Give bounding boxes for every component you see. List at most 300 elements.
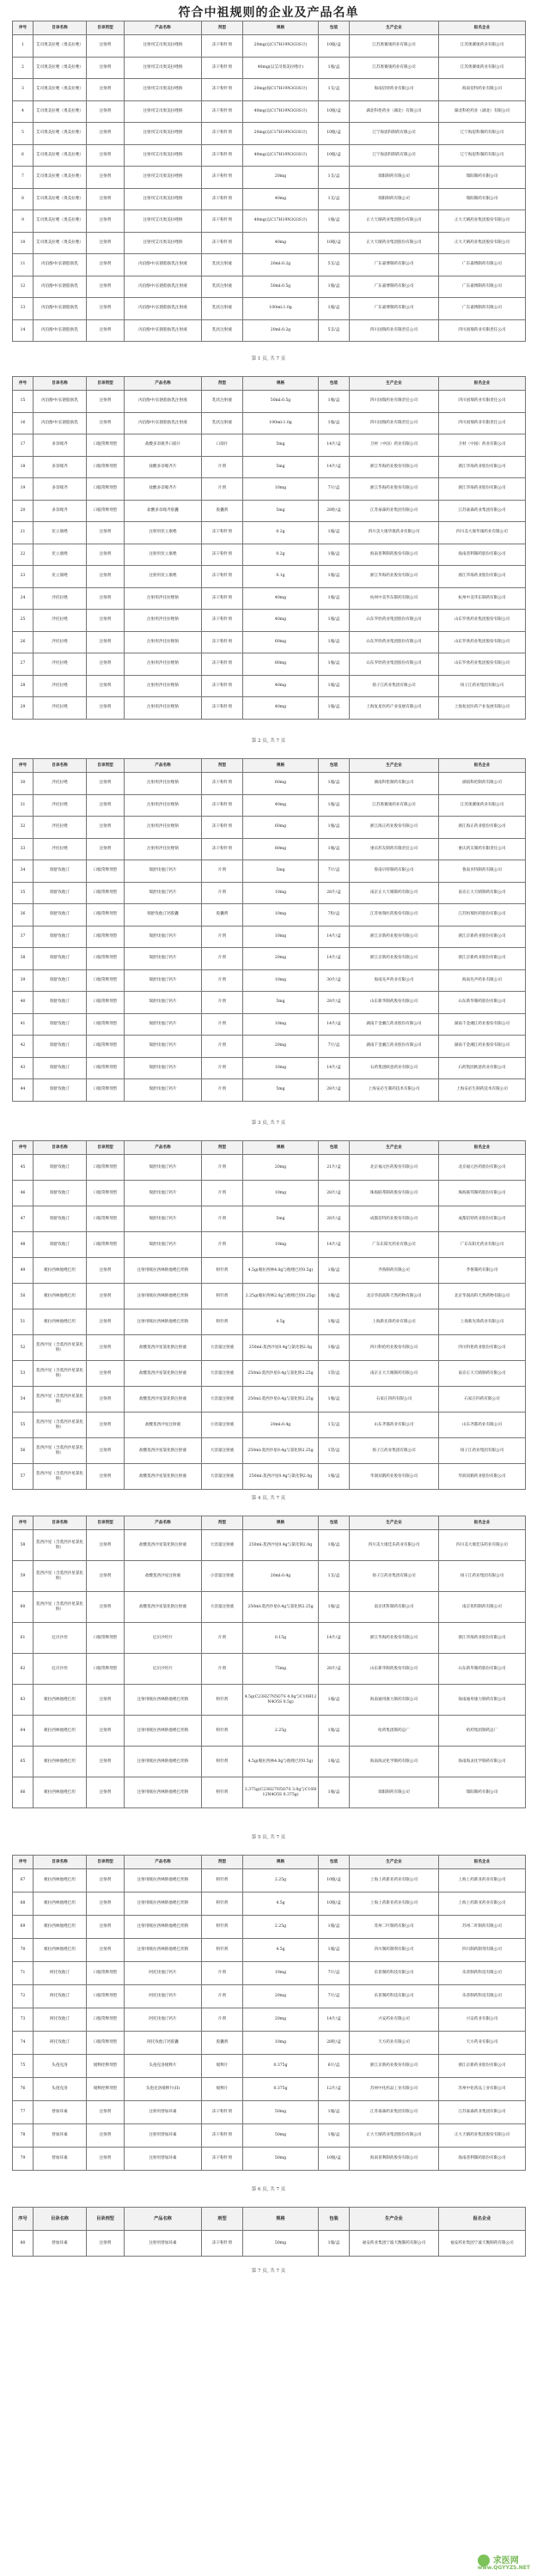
page-sheet: [12, 2207, 525, 2257]
column-header: 包装: [319, 759, 350, 773]
table-cell: 59: [13, 1561, 34, 1592]
table-cell: 注射剂: [87, 1361, 125, 1387]
table-cell: 注射用泮托拉唑钠: [125, 587, 202, 610]
table-cell: 冻干粉针剂: [202, 522, 243, 544]
column-header: 目录剂型: [87, 21, 125, 35]
table-cell: 注射用泮托拉唑钠: [125, 610, 202, 632]
table-cell: 冻干粉针剂: [202, 773, 243, 795]
table-row: [13, 2032, 526, 2055]
table-cell: 冻干粉针剂: [202, 79, 243, 101]
page-sheet: [12, 376, 525, 720]
table-cell: 52: [13, 1335, 34, 1361]
table-cell: 5支/盒: [319, 319, 350, 342]
table-cell: 注射剂: [87, 544, 125, 566]
table-cell: 3: [13, 79, 34, 101]
table-row: [13, 992, 526, 1014]
table-row: [13, 298, 526, 320]
table-cell: 14片/盒: [319, 948, 350, 970]
table-cell: 77: [13, 2101, 34, 2124]
table-cell: 泮托拉唑: [34, 794, 87, 817]
table-cell: 扬子江药业集团有限公司: [350, 675, 439, 697]
table-cell: 丙泊酚中/长链脂肪乳注射液: [125, 319, 202, 342]
table-cell: 瑞阳制药有限公司: [439, 167, 526, 189]
table-cell: 四川制药制剂有限公司: [350, 1939, 439, 1962]
table-cell: 粉针剂: [202, 1747, 243, 1777]
table-cell: 40mg: [243, 188, 319, 210]
table-cell: 10mg: [243, 2032, 319, 2055]
table-cell: 40mg: [243, 587, 319, 610]
table-cell: 瑞舒伐他汀钙片: [125, 1181, 202, 1206]
table-cell: 冻干粉针剂: [202, 144, 243, 167]
table-cell: 14片/盒: [319, 434, 350, 457]
table-cell: 1瓶/盒: [319, 1387, 350, 1413]
table-cell: 口服常释剂型: [87, 882, 125, 904]
table-cell: 冻干粉针剂: [202, 35, 243, 58]
table-cell: 1袋/盒: [319, 1361, 350, 1387]
table-cell: 丙泊酚中/长链脂肪乳: [34, 276, 87, 298]
table-cell: 瑞舒伐他汀: [34, 926, 87, 948]
column-header: 规格: [243, 377, 319, 391]
table-row: [13, 860, 526, 883]
table-cell: 17: [13, 434, 34, 457]
table-cell: 51: [13, 1309, 34, 1335]
table-cell: 注射剂: [87, 100, 125, 123]
table-cell: 泮托拉唑: [34, 817, 87, 839]
table-cell: 注射剂: [87, 319, 125, 342]
table-cell: 注射用泮托拉唑钠: [125, 697, 202, 720]
table-cell: 10瓶/盒: [319, 100, 350, 123]
table-cell: 哈药集团制药总厂: [350, 1716, 439, 1747]
table-cell: 多奈哌齐: [34, 434, 87, 457]
table-cell: 注射剂: [87, 412, 125, 434]
column-header: 序号: [13, 759, 34, 773]
table-cell: 冻干粉针剂: [202, 2148, 243, 2171]
table-cell: 1瓶/盒: [319, 1335, 350, 1361]
table-row: [13, 1592, 526, 1623]
table-cell: 1瓶/盒: [319, 773, 350, 795]
column-header: 规格: [243, 21, 319, 35]
table-cell: 大容量注射液: [202, 1464, 243, 1490]
table-cell: 1瓶/盒: [319, 1916, 350, 1939]
column-header: 剂型: [202, 1141, 243, 1155]
table-cell: 瑞舒伐他汀: [34, 1036, 87, 1058]
column-header: 序号: [13, 1141, 34, 1155]
table-cell: 注射用哌拉西林钠他唑巴坦钠: [125, 1916, 202, 1939]
table-cell: 苏州中化药品工业有限公司: [350, 2078, 439, 2101]
table-cell: 40mg(以C17H19N3O3S计): [243, 210, 319, 233]
table-cell: 100ml:1.0g: [243, 412, 319, 434]
table-cell: 2.25g: [243, 1716, 319, 1747]
table-cell: 注射用哌拉西林钠他唑巴坦钠: [125, 1939, 202, 1962]
table-cell: 注射剂: [87, 210, 125, 233]
table-cell: 口服常释剂型: [87, 926, 125, 948]
table-cell: 胶囊剂: [202, 904, 243, 927]
table-cell: 江苏奥赛康药业有限公司: [350, 35, 439, 58]
table-cell: 头孢克洛缓释片(II): [125, 2078, 202, 2101]
table-cell: 10mg: [243, 1013, 319, 1036]
table-cell: 海南倍特药业有限公司: [439, 79, 526, 101]
table-row: [13, 79, 526, 101]
table-cell: 31: [13, 794, 34, 817]
table-cell: 哌拉西林他唑巴坦: [34, 1716, 87, 1747]
table-cell: 28: [13, 675, 34, 697]
table-cell: 粉针剂: [202, 1777, 243, 1808]
table-cell: 片剂: [202, 1013, 243, 1036]
table-cell: 厄贝沙坦片: [125, 1654, 202, 1685]
column-header: 剂型: [202, 759, 243, 773]
table-cell: 40mg: [243, 675, 319, 697]
table-cell: 福安药业集团宁波天衡制药有限公司: [350, 2231, 439, 2257]
table-cell: 四川美大康佳乐药业有限公司: [350, 1530, 439, 1561]
table-row: [13, 1036, 526, 1058]
table-cell: 口服常释剂型: [87, 948, 125, 970]
table-cell: 4.5g(哌拉西林4.0g与他唑巴坦0.5g): [243, 1258, 319, 1284]
table-cell: 注射剂: [87, 1309, 125, 1335]
table-cell: 口服常释剂型: [87, 2008, 125, 2032]
column-header: 生产企业: [350, 2208, 439, 2231]
table-cell: 14片/盒: [319, 1623, 350, 1654]
table-cell: 扬子江药业集团有限公司: [439, 1561, 526, 1592]
table-cell: 注射剂: [87, 57, 125, 79]
table-cell: 78: [13, 2124, 34, 2148]
enterprise-product-table: [12, 758, 526, 1102]
table-cell: 扬子江药业集团有限公司: [350, 1438, 439, 1464]
table-cell: 湖南科伦制药有限公司: [439, 773, 526, 795]
table-cell: 注射剂: [87, 773, 125, 795]
table-cell: 阿托伐他汀钙片: [125, 1962, 202, 1985]
table-cell: 注射剂: [87, 1869, 125, 1893]
page-footer: 第 3 页, 共 7 页: [251, 1121, 286, 1126]
table-cell: 粉针剂: [202, 1716, 243, 1747]
table-cell: 1瓶/盒: [319, 391, 350, 413]
table-cell: 泮托拉唑: [34, 653, 87, 676]
table-cell: 浙江海正药业股份有限公司: [439, 817, 526, 839]
table-cell: 重庆药友制药有限责任公司: [350, 838, 439, 860]
table-cell: 山东新华制药股份有限公司: [350, 1654, 439, 1685]
enterprise-product-table: [12, 376, 526, 720]
table-cell: 瑞舒伐他汀: [34, 992, 87, 1014]
table-cell: 泮托拉唑: [34, 838, 87, 860]
table-cell: 瑞阳制药有限公司: [350, 167, 439, 189]
table-cell: 47: [13, 1206, 34, 1232]
table-cell: 0.375g: [243, 2078, 319, 2101]
column-header: 报名企业: [439, 2208, 526, 2231]
table-cell: 1瓶/盒: [319, 412, 350, 434]
table-cell: 9: [13, 210, 34, 233]
table-cell: 2: [13, 57, 34, 79]
table-cell: 250ml:莫西沙星0.4g与氯化钠2.0g: [243, 1335, 319, 1361]
table-cell: 21片/盒: [319, 1155, 350, 1181]
table-cell: 注射用艾司奥美拉唑钠: [125, 167, 202, 189]
table-cell: 冻干粉针剂: [202, 2124, 243, 2148]
table-cell: 片剂: [202, 926, 243, 948]
table-cell: 注射剂: [87, 1258, 125, 1284]
table-cell: 1瓶/盒: [319, 276, 350, 298]
column-header: 报名企业: [439, 377, 526, 391]
table-cell: 瑞舒伐他汀: [34, 969, 87, 992]
column-header: 目录名称: [34, 1516, 87, 1530]
table-row: [13, 1716, 526, 1747]
column-header: 目录剂型: [87, 377, 125, 391]
table-cell: 湖南千金湘江药业股份有限公司: [350, 1036, 439, 1058]
table-cell: 3.375g(C23H27N5O7S 3.0g与C10H12N4O5S 0.375g): [243, 1777, 319, 1808]
table-cell: 天方药业有限公司: [350, 2032, 439, 2055]
table-cell: 瑞阳制药有限公司: [350, 188, 439, 210]
table-cell: 丙泊酚中/长链脂肪乳注射液: [125, 298, 202, 320]
table-cell: 替加环素: [34, 2148, 87, 2171]
column-header: 剂型: [202, 21, 243, 35]
column-header: 生产企业: [350, 759, 439, 773]
table-cell: 上海安必生制药技术有限公司: [439, 1079, 526, 1102]
table-cell: 64: [13, 1716, 34, 1747]
table-cell: 40mg: [243, 232, 319, 254]
table-cell: 山东新华制药股份有限公司: [439, 1654, 526, 1685]
table-cell: 注射剂: [87, 2231, 125, 2257]
table-cell: 南京正大天晴制药有限公司: [439, 1361, 526, 1387]
table-cell: 23: [13, 566, 34, 588]
header-row: [13, 377, 526, 391]
table-cell: 1瓶/盒: [319, 298, 350, 320]
table-cell: 1瓶/盒: [319, 522, 350, 544]
page-footer: 第 6 页, 共 7 页: [251, 2187, 286, 2192]
table-cell: 海南倍特药业有限公司: [350, 79, 439, 101]
table-cell: 1瓶/盒: [319, 2124, 350, 2148]
table-cell: 19: [13, 478, 34, 501]
table-row: [13, 144, 526, 167]
table-row: [13, 188, 526, 210]
table-cell: 60: [13, 1592, 34, 1623]
table-cell: 2.25g(哌拉西林2.0g与他唑巴坦0.25g): [243, 1284, 319, 1309]
table-cell: 注射剂: [87, 1592, 125, 1623]
table-cell: 瑞舒伐他汀: [34, 948, 87, 970]
table-cell: 4.5g: [243, 1309, 319, 1335]
table-cell: 粉针剂: [202, 1284, 243, 1309]
header-row: [13, 2208, 526, 2231]
table-cell: 丙泊酚中/长链脂肪乳: [34, 412, 87, 434]
table-cell: 哌拉西林他唑巴坦: [34, 1309, 87, 1335]
table-cell: 盐酸多奈哌齐片: [125, 478, 202, 501]
table-row: [13, 610, 526, 632]
table-cell: 哌拉西林他唑巴坦: [34, 1893, 87, 1916]
table-cell: 江苏恒瑞医药股份有限公司: [350, 904, 439, 927]
table-row: [13, 1361, 526, 1387]
column-header: 产品名称: [125, 1516, 202, 1530]
table-cell: 海南海灵化学制药有限公司: [439, 1747, 526, 1777]
table-cell: 冻干粉针剂: [202, 210, 243, 233]
table-row: [13, 1232, 526, 1258]
table-cell: 注射剂: [87, 587, 125, 610]
table-cell: 片剂: [202, 948, 243, 970]
table-row: [13, 1438, 526, 1464]
table-cell: 珠海联邦制药股份有限公司: [439, 1181, 526, 1206]
table-cell: 注射剂: [87, 631, 125, 653]
table-cell: 瑞舒伐他汀钙片: [125, 1057, 202, 1079]
table-cell: 江苏豪森药业集团有限公司: [350, 2101, 439, 2124]
table-row: [13, 1181, 526, 1206]
table-cell: 14片/盒: [319, 1013, 350, 1036]
table-cell: 80mg: [243, 838, 319, 860]
table-cell: 多奈哌齐: [34, 456, 87, 478]
table-cell: 辽宁海思科制药有限公司: [439, 144, 526, 167]
table-cell: 56: [13, 1438, 34, 1464]
table-cell: 注射用泮托拉唑钠: [125, 773, 202, 795]
table-cell: 28片/盒: [319, 1206, 350, 1232]
table-cell: 14片/盒: [319, 926, 350, 948]
table-cell: 1袋/盒: [319, 1438, 350, 1464]
table-cell: 20ml:0.2g: [243, 254, 319, 276]
table-cell: 艾司奥美拉唑（奥美拉唑）: [34, 144, 87, 167]
table-cell: 海南通用康力制药有限公司: [439, 1685, 526, 1716]
page-footer: 第 5 页, 共 7 页: [251, 1835, 286, 1840]
table-cell: 哌拉西林他唑巴坦: [34, 1939, 87, 1962]
table-cell: 瑞舒伐他汀: [34, 860, 87, 883]
document-title: 符合中祖规则的企业及产品名单: [178, 6, 359, 20]
table-cell: 10mg: [243, 1181, 319, 1206]
table-cell: 1瓶/盒: [319, 1309, 350, 1335]
table-cell: 湖北科伦药业（湖北）有限公司: [439, 100, 526, 123]
table-row: [13, 1916, 526, 1939]
table-cell: 1瓶/盒: [319, 1777, 350, 1808]
table-cell: 广东东阳光药业有限公司: [350, 1232, 439, 1258]
watermark-name: 求医网: [492, 2556, 519, 2566]
table-cell: 齐鲁制药有限公司: [439, 1258, 526, 1284]
table-cell: 1支/盒: [319, 188, 350, 210]
table-cell: 盐酸莫西沙星氯化钠注射液: [125, 1335, 202, 1361]
table-cell: 四川国瑞药业有限责任公司: [350, 391, 439, 413]
table-cell: 北京福元医药股份有限公司: [439, 1155, 526, 1181]
table-cell: 67: [13, 1869, 34, 1893]
table-cell: 冻干粉针剂: [202, 817, 243, 839]
table-cell: 66: [13, 1777, 34, 1808]
table-cell: 哌拉西林他唑巴坦: [34, 1258, 87, 1284]
table-cell: 山东罗欣药业集团股份有限公司: [439, 631, 526, 653]
enterprise-product-table: [12, 1516, 526, 1808]
table-cell: 小容量注射液: [202, 1413, 243, 1438]
table-row: [13, 697, 526, 720]
table-cell: 37: [13, 926, 34, 948]
table-cell: 7片/盒: [319, 860, 350, 883]
table-cell: 注射用艾司奥美拉唑钠: [125, 57, 202, 79]
table-cell: 注射剂: [87, 1438, 125, 1464]
table-cell: 丙泊酚中/长链脂肪乳注射液: [125, 412, 202, 434]
column-header: 序号: [13, 2208, 34, 2231]
table-cell: 盐酸多奈哌齐胶囊: [125, 500, 202, 522]
table-row: [13, 1335, 526, 1361]
table-cell: 山东齐都药业有限公司: [350, 1413, 439, 1438]
table-cell: 注射剂: [87, 697, 125, 720]
table-cell: 口服常释剂型: [87, 434, 125, 457]
table-cell: 100ml:1.0g: [243, 298, 319, 320]
table-cell: 鲁南贝特制药有限公司: [439, 860, 526, 883]
table-row: [13, 1939, 526, 1962]
table-cell: 注射剂: [87, 1777, 125, 1808]
table-cell: 250ml:莫西沙星0.4g与氯化钠2.0g: [243, 1530, 319, 1561]
table-cell: 注射用哌拉西林钠他唑巴坦钠: [125, 1284, 202, 1309]
table-cell: 注射剂: [87, 1387, 125, 1413]
table-cell: 浙江华海药业股份有限公司: [439, 456, 526, 478]
table-row: [13, 2101, 526, 2124]
table-row: [13, 522, 526, 544]
table-cell: 68: [13, 1893, 34, 1916]
table-cell: 注射用伏立康唑: [125, 544, 202, 566]
table-cell: 海南普利制药股份有限公司: [350, 544, 439, 566]
table-cell: 冻干粉针剂: [202, 544, 243, 566]
table-cell: 上海上药新亚药业有限公司: [350, 1869, 439, 1893]
table-cell: 1瓶/盒: [319, 697, 350, 720]
table-cell: 阿托伐他汀: [34, 1962, 87, 1985]
table-cell: 注射用艾司奥美拉唑钠: [125, 123, 202, 145]
table-cell: 瑞舒伐他汀钙片: [125, 926, 202, 948]
table-cell: 南京正大天晴制药有限公司: [350, 1361, 439, 1387]
table-row: [13, 412, 526, 434]
table-cell: 1瓶/盒: [319, 1747, 350, 1777]
column-header: 目录名称: [34, 377, 87, 391]
table-cell: 江苏豪森药业集团有限公司: [439, 2101, 526, 2124]
table-cell: 卫材（中国）药业有限公司: [439, 434, 526, 457]
table-cell: 口服常释剂型: [87, 1013, 125, 1036]
table-cell: 浙江华海药业股份有限公司: [439, 478, 526, 501]
table-cell: 湖南科伦制药有限公司: [350, 773, 439, 795]
column-header: 规格: [243, 1516, 319, 1530]
table-row: [13, 57, 526, 79]
table-cell: 瑞舒伐他汀: [34, 1057, 87, 1079]
table-row: [13, 1309, 526, 1335]
table-cell: 片剂: [202, 478, 243, 501]
table-cell: 口服常释剂型: [87, 904, 125, 927]
table-row: [13, 1387, 526, 1413]
table-cell: 盐酸莫西沙星氯化钠注射液: [125, 1464, 202, 1490]
table-cell: 10瓶/盒: [319, 232, 350, 254]
table-cell: 0.2g: [243, 522, 319, 544]
table-cell: 57: [13, 1464, 34, 1490]
table-cell: 湖南千金湘江药业股份有限公司: [439, 1013, 526, 1036]
table-cell: 莫西沙星（含莫西沙星氯化钠）: [34, 1592, 87, 1623]
table-cell: 10瓶/盒: [319, 1869, 350, 1893]
table-cell: 山东新华制药股份有限公司: [439, 992, 526, 1014]
table-row: [13, 587, 526, 610]
table-cell: 63: [13, 1685, 34, 1716]
table-cell: 注射用哌拉西林钠他唑巴坦钠: [125, 1777, 202, 1808]
table-cell: 北京华润高科天然药物有限公司: [439, 1284, 526, 1309]
table-cell: 注射剂: [87, 144, 125, 167]
table-cell: 注射用伏立康唑: [125, 522, 202, 544]
table-cell: 注射用哌拉西林钠他唑巴坦钠: [125, 1869, 202, 1893]
table-cell: 四川国瑞药业有限责任公司: [439, 412, 526, 434]
table-cell: 山东罗欣药业集团股份有限公司: [350, 653, 439, 676]
table-cell: 注射剂: [87, 2101, 125, 2124]
page-footer: 第 1 页, 共 7 页: [251, 356, 286, 361]
table-cell: 注射剂: [87, 1685, 125, 1716]
table-cell: 石家庄四药有限公司: [350, 1387, 439, 1413]
table-cell: 瑞舒伐他汀钙胶囊: [125, 904, 202, 927]
table-cell: 54: [13, 1387, 34, 1413]
table-cell: 扬子江药业集团有限公司: [439, 1438, 526, 1464]
table-cell: 莫西沙星（含莫西沙星氯化钠）: [34, 1361, 87, 1387]
table-cell: 80mg: [243, 653, 319, 676]
table-row: [13, 1685, 526, 1716]
table-cell: 注射剂: [87, 522, 125, 544]
table-cell: 5mg: [243, 500, 319, 522]
table-cell: 40mg: [243, 610, 319, 632]
table-cell: 浙江华海药业股份有限公司: [350, 566, 439, 588]
table-cell: 艾司奥美拉唑（奥美拉唑）: [34, 232, 87, 254]
table-cell: 艾司奥美拉唑（奥美拉唑）: [34, 79, 87, 101]
table-cell: 7片/盒: [319, 478, 350, 501]
table-cell: 口服常释剂型: [87, 478, 125, 501]
table-cell: 口服常释剂型: [87, 1623, 125, 1654]
table-cell: 上海复星医药产业发展有限公司: [439, 697, 526, 720]
table-row: [13, 123, 526, 145]
